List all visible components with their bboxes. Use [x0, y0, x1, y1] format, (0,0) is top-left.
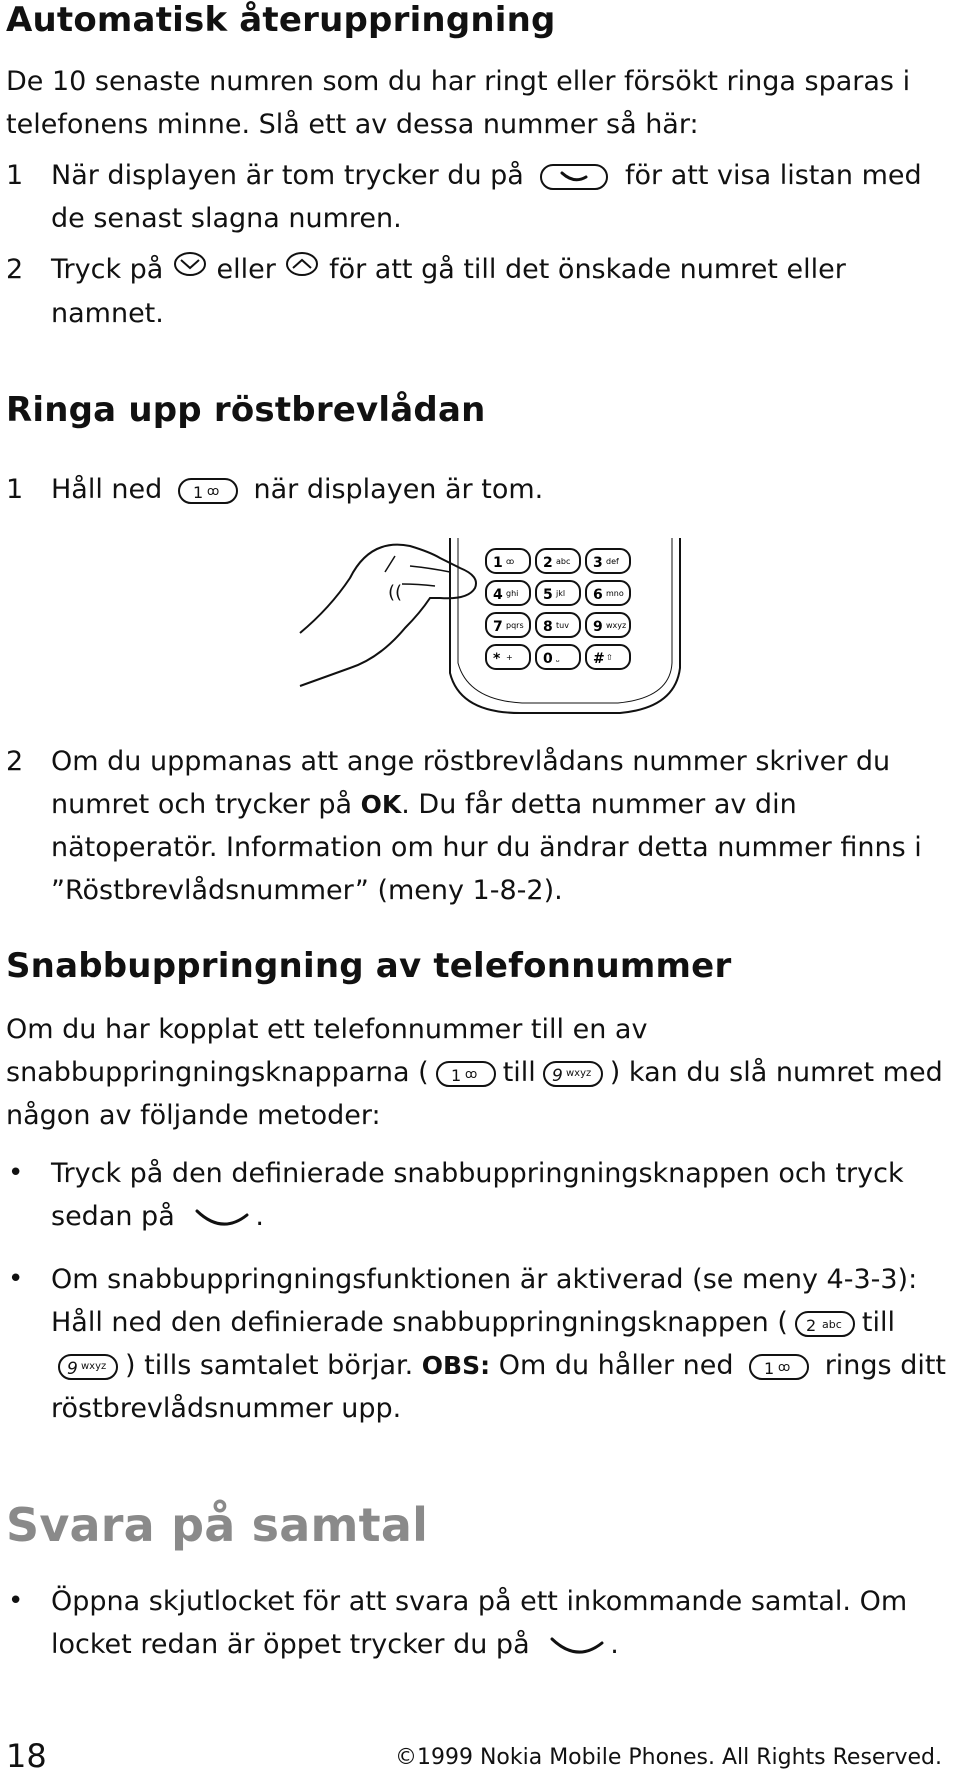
key-1-voicemail-icon [177, 476, 239, 506]
svg-text:wxyz: wxyz [606, 621, 627, 630]
svg-text:9: 9 [551, 1065, 563, 1086]
svg-text:0: 0 [543, 651, 553, 667]
bullet-text: . [255, 1201, 264, 1232]
step-text: Om du uppmanas att ange röstbrevlådans nummer skriver du numret och trycker på [51, 746, 891, 820]
svg-text:6: 6 [593, 587, 603, 603]
svg-text:((: (( [388, 582, 403, 603]
hand-and-keypad-drawing [290, 538, 690, 718]
svg-text:⎵: ⎵ [556, 653, 560, 662]
step-text: Tryck på [51, 254, 164, 285]
svg-text:1: 1 [764, 1358, 775, 1378]
svg-text:8: 8 [543, 619, 553, 635]
svg-text:⇧: ⇧ [606, 653, 613, 662]
step-number: 2 [6, 254, 24, 285]
keypad-key-2 [536, 549, 580, 573]
step-text: eller [216, 254, 276, 285]
step-text: för att gå till det önskade numret eller namnet. [51, 254, 846, 329]
bullet-text: ) tills samtalet börjar. [125, 1350, 414, 1381]
section-title-redial: Automatisk återuppringning [6, 0, 556, 40]
keypad-illustration [290, 538, 690, 718]
keypad-key-6 [586, 581, 630, 605]
svg-text:jkl: jkl [556, 589, 566, 598]
keypad-key-* [486, 645, 530, 669]
step-text: . Du får detta nummer av din nätoperatör. Information om hur du ändrar detta nummer finns i ”Röstbrevlådsnummer” (meny 1-8-2). [51, 789, 922, 906]
keypad-key-8 [536, 613, 580, 637]
bullet-text: . [610, 1629, 619, 1660]
bullet-text: Om du håller ned [498, 1350, 734, 1381]
svg-text:wxyz: wxyz [81, 1360, 107, 1372]
ok-softkey-label: OK [360, 790, 402, 819]
section-title-speed-dial: Snabbuppringning av telefonnummer [6, 946, 732, 986]
step-number-2: 2 [6, 746, 24, 777]
svg-text:ꝏ: ꝏ [464, 1066, 477, 1081]
svg-text:1: 1 [493, 555, 503, 571]
bullet-text: Tryck på den definierade snabbuppringningsknappen och tryck sedan på [51, 1158, 904, 1232]
speed-dial-intro [6, 1008, 954, 1137]
page-number: 18 [6, 1737, 47, 1775]
svg-text:9: 9 [67, 1358, 78, 1379]
key-9-icon [57, 1352, 119, 1382]
section-title-answer-call: Svara på samtal [6, 1498, 429, 1552]
keypad-key-1 [486, 549, 530, 573]
bullet-text: Om snabbuppringningsfunktionen är aktiverad (se meny 4-3-3): Håll ned den definierade snabbuppringningsknappen ( [51, 1264, 918, 1338]
bullet-text: till [861, 1307, 895, 1338]
call-key-icon [544, 1631, 610, 1661]
keypad-key-# [586, 645, 630, 669]
svg-text:ghi: ghi [506, 589, 519, 598]
bullet-text: rings ditt röstbrevlådsnummer upp. [51, 1350, 947, 1424]
keypad-key-5 [536, 581, 580, 605]
key-1-voicemail-icon [748, 1352, 810, 1382]
svg-text:wxyz: wxyz [565, 1067, 592, 1079]
svg-text:1: 1 [450, 1065, 461, 1085]
step-text: Håll ned [51, 474, 163, 505]
svg-text:abc: abc [556, 557, 571, 566]
keypad-key-0 [536, 645, 580, 669]
call-key-icon [189, 1203, 255, 1233]
step-text: när displayen är tom. [253, 474, 544, 505]
step-text: När displayen är tom trycker du på [51, 160, 524, 191]
bullet-text: Öppna skjutlocket för att svara på ett inkommande samtal. Om locket redan är öppet trycker du på [51, 1586, 908, 1660]
svg-text:3: 3 [593, 555, 603, 571]
svg-text:#: # [593, 651, 605, 667]
keypad-key-7 [486, 613, 530, 637]
svg-text:ꝏ: ꝏ [506, 557, 515, 566]
key-9-icon [542, 1059, 604, 1089]
svg-text:*: * [493, 651, 501, 667]
bullet-dot: • [8, 1264, 24, 1294]
intro-text: Om du har kopplat ett telefonnummer till en av snabbuppringningsknapparna ( [6, 1014, 648, 1088]
intro-text: ) kan du slå numret med någon av följande metoder: [6, 1057, 943, 1131]
svg-text:ꝏ: ꝏ [206, 483, 220, 498]
call-key-icon [538, 162, 610, 192]
section-title-voicemail: Ringa upp röstbrevlådan [6, 390, 486, 430]
svg-text:pqrs: pqrs [506, 621, 524, 630]
svg-text:def: def [606, 557, 619, 566]
intro-text: till [502, 1057, 536, 1088]
step-number: 1 [6, 474, 24, 505]
scroll-up-icon [284, 249, 320, 292]
svg-text:abc: abc [821, 1317, 842, 1331]
svg-text:1: 1 [192, 482, 204, 502]
keypad-key-9 [586, 613, 630, 637]
svg-text:tuv: tuv [556, 621, 569, 630]
svg-text:+: + [506, 653, 513, 662]
obs-label: OBS: [421, 1351, 491, 1380]
bullet-dot: • [8, 1586, 24, 1616]
keypad-keys [486, 549, 630, 669]
svg-text:mno: mno [606, 589, 624, 598]
svg-text:2: 2 [543, 555, 553, 571]
scroll-down-icon [172, 249, 208, 292]
keypad-key-3 [586, 549, 630, 573]
bullet-dot: • [8, 1158, 24, 1188]
svg-text:2: 2 [805, 1315, 817, 1335]
copyright-notice: ©1999 Nokia Mobile Phones. All Rights Reserved. [394, 1745, 942, 1770]
svg-text:9: 9 [593, 619, 603, 635]
svg-text:5: 5 [543, 587, 553, 603]
keypad-key-4 [486, 581, 530, 605]
key-2-icon [794, 1309, 856, 1339]
svg-text:ꝏ: ꝏ [778, 1359, 791, 1374]
step-text: för att visa listan med de senast slagna numren. [51, 160, 922, 234]
redial-intro: De 10 senaste numren som du har ringt eller försökt ringa sparas i telefonens minne. Slå ett av dessa nummer så här: [6, 66, 911, 140]
svg-text:4: 4 [493, 587, 503, 603]
key-1-icon [435, 1059, 497, 1089]
svg-text:7: 7 [493, 619, 503, 635]
step-number: 1 [6, 160, 24, 191]
